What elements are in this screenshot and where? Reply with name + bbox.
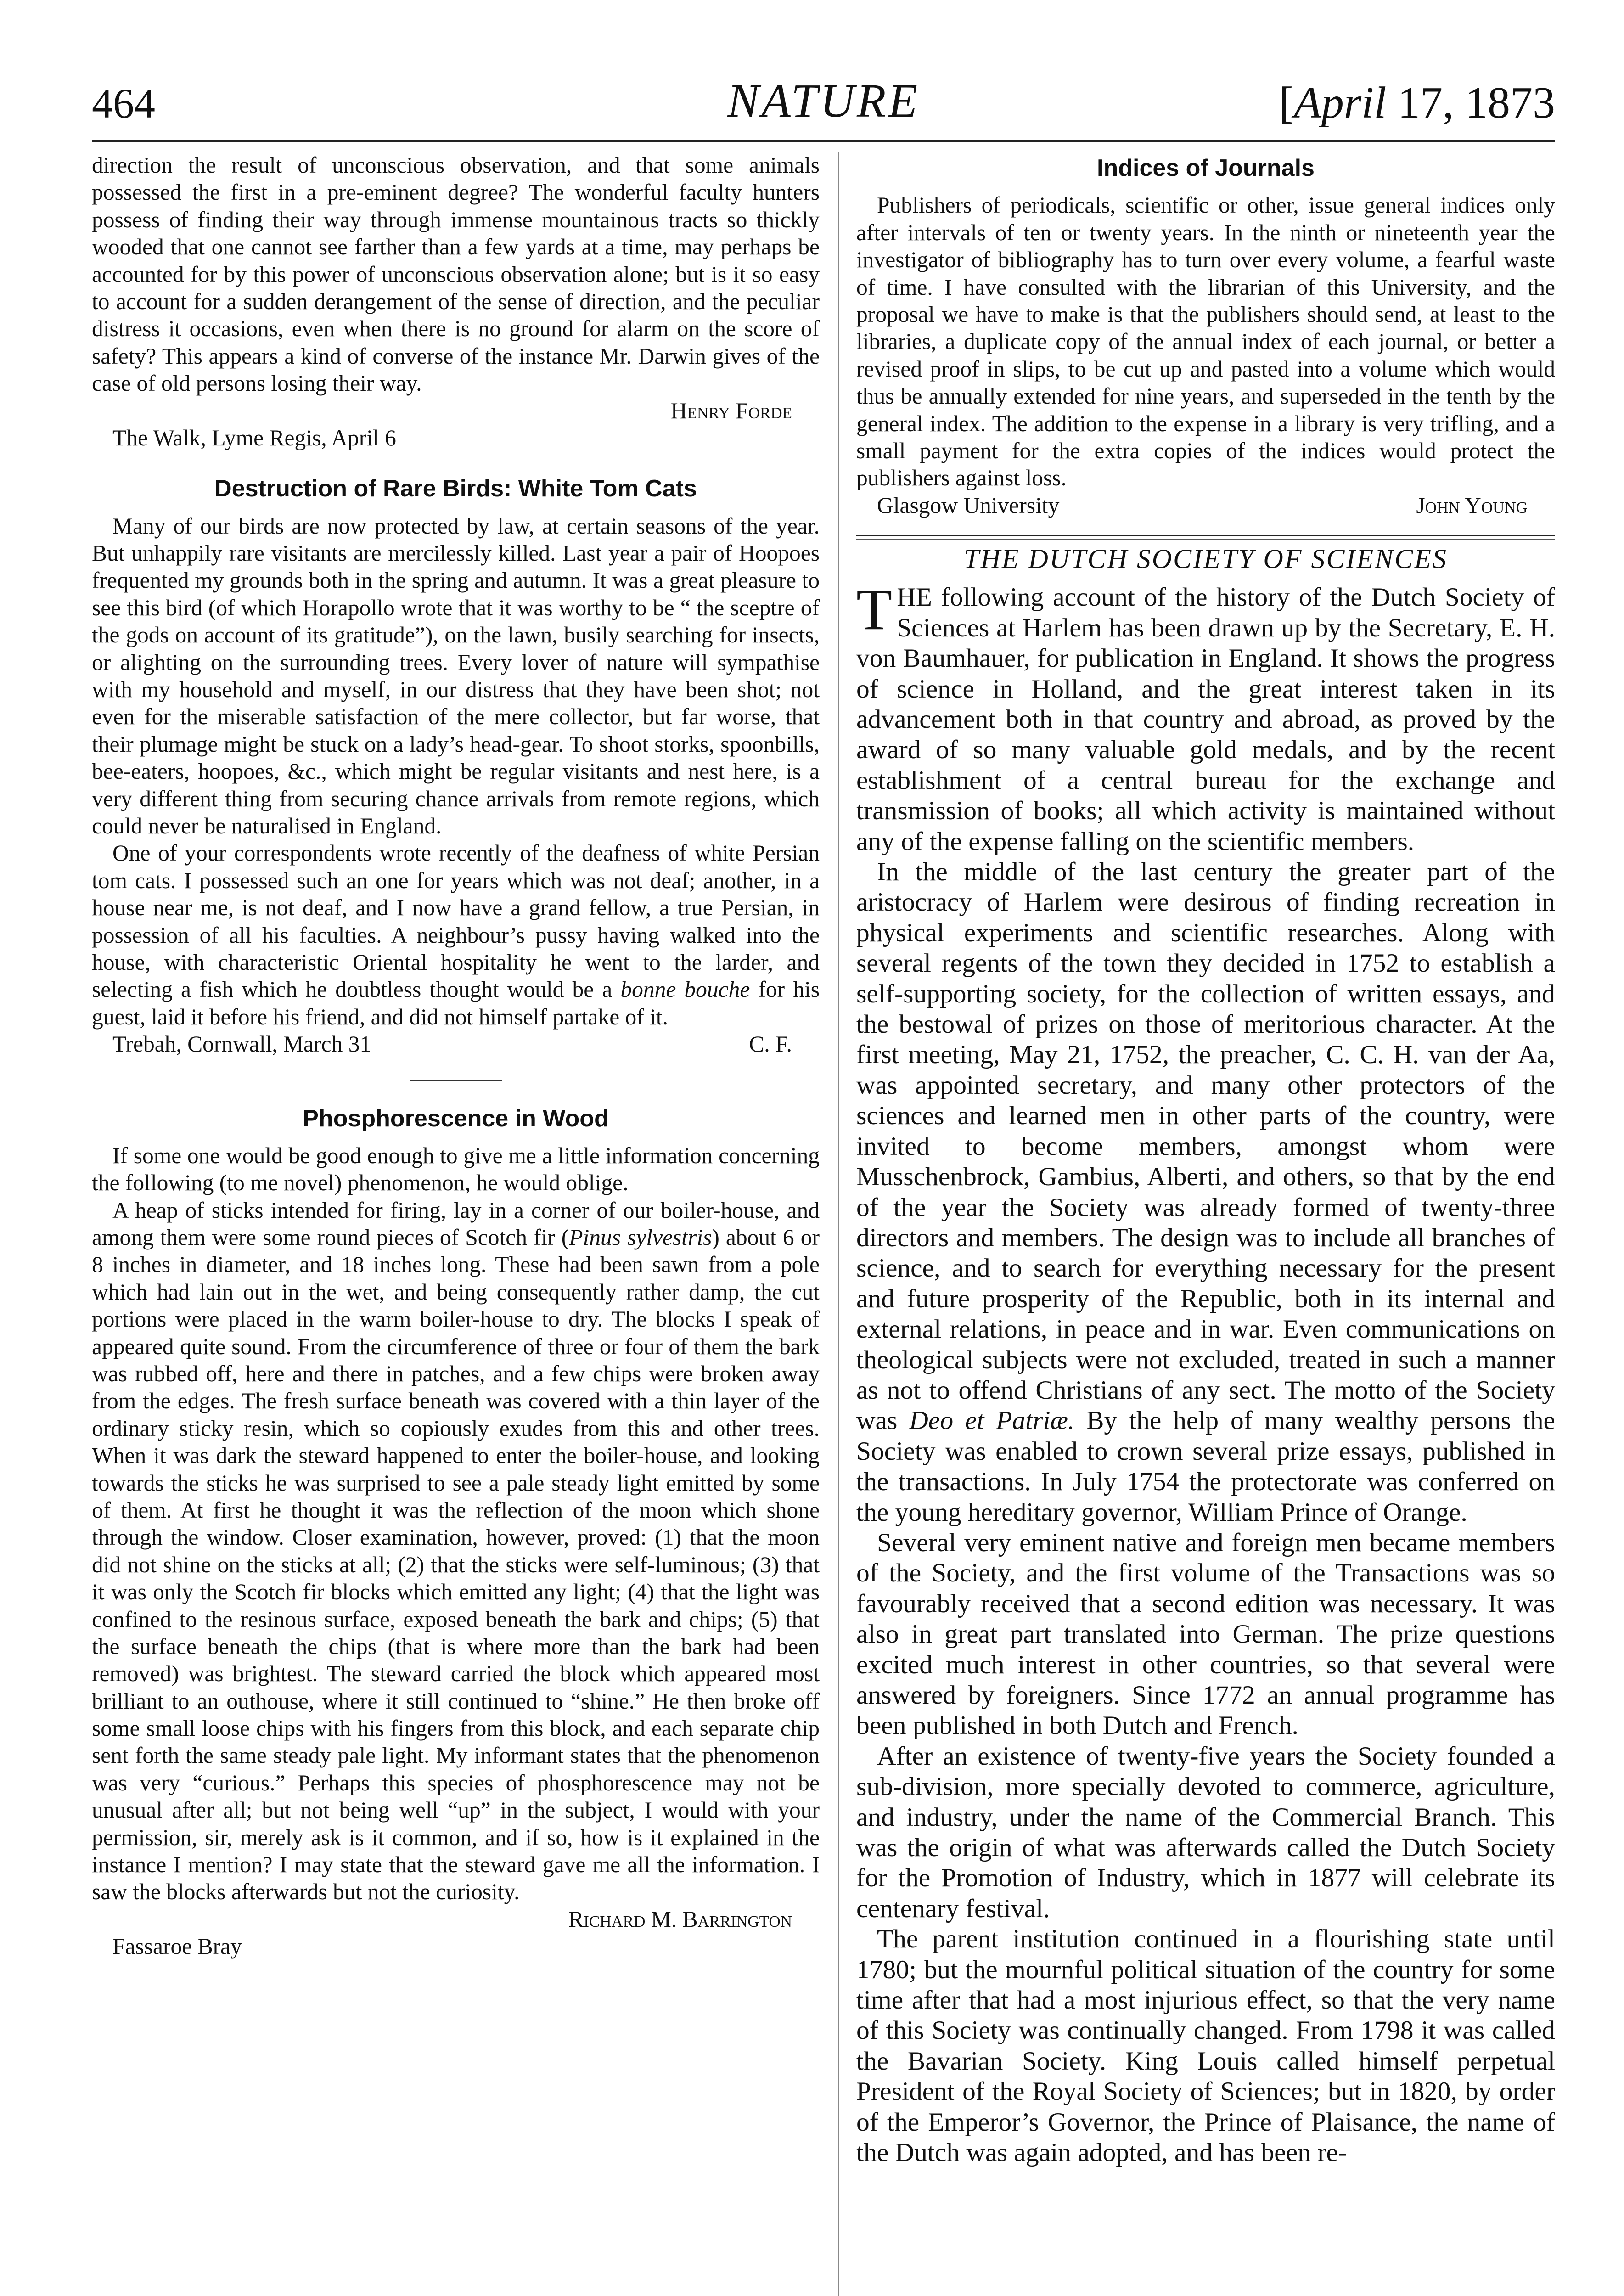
drop-cap: T [856,577,893,642]
letter-indices [856,154,1555,519]
section-divider [410,1080,502,1081]
article-paragraph: After an existence of twenty-five years the Society founded a sub-division, more specially devoted to commerce, agriculture, and industry, under the name of the Commercial Branch. This was the origin of what was afterwards called the Dutch Society for the Promotion of Industry, which in 1877 will celebrate its centenary festival. [856,1741,1555,1923]
letter-paragraph: direction the result of unconscious observation, and that some animals possessed the first in a pre-eminent degree? The wonderful faculty hunters possess of finding their way through immense mountainous tracts so thickly wooded that one cannot see farther than a few yards at a time, may perhaps be accounted for by this power of unconscious observation alone; but is it so easy to account for a sudden derangement of the sense of direction, and the peculiar distress it occasions, even when there is no ground for alarm on the score of safety? This appears a kind of converse of the instance Mr. Darwin gives of the case of old persons losing their way. [92,152,820,396]
journal-title: NATURE [727,74,920,127]
letter-place: Trebah, Cornwall, March 31 [112,1031,371,1057]
letter-sense-of-direction [92,152,820,451]
header-rule [92,140,1555,142]
letter-heading: Indices of Journals [1097,155,1315,181]
article-rule [856,539,1555,540]
italic-motto: Deo et Patriæ. [909,1406,1075,1435]
article-paragraph: Several very eminent native and foreign men became members of the Society, and the first volume of the Transactions was so favourably received that a second edition was necessary. It was also in great part translated into German. The prize questions excited much interest in other countries, so that several were answered by foreigners. Since 1772 an annual programme has been published in both Dutch and French. [856,1528,1555,1740]
italic-phrase: Pinus sylvestris [569,1225,712,1250]
date-month: April [1294,78,1387,128]
letter-heading: Phosphorescence in Wood [303,1105,609,1132]
date-rest: 17, 1873 [1386,78,1555,128]
letter-signature-row [92,1030,820,1058]
letter-author: John Young [1416,492,1528,518]
left-column [92,152,820,2296]
article-paragraph: THE following account of the history of the Dutch Society of Sciences at Harlem has been drawn up by the Secretary, E. H. von Baumhauer, for publication in England. It shows the progress of science in Holland, and the great interest taken in its advancement both in that country and abroad, as proved by the award of so many valuable gold medals, and by the recent establishment of a central bureau for the exchange and transmission of books; all which activity is maintained without any of the expense falling on the scientific members. [856,577,1555,856]
letter-paragraph: Publishers of periodicals, scientific or other, issue general indices only after intervals of ten or twenty years. In the ninth or nineteenth year the investigator of bibliography has to turn over every volume, a fearful waste of time. I have consulted with the librarian of this University, and the proposal we have to make is that the publishers should send, at least to the libraries, a duplicate copy of the annual index of each journal, or better a revised proof in slips, to be cut up and pasted into a volume which would thus be annually extended for nine years, and superseded in the tenth by the general index. The addition to the expense in a library is very trifling, and a small payment for the extra copies of the indices would protect the publishers against loss. [856,192,1555,491]
article-rule [856,535,1555,536]
letter-place: Fassaroe Bray [112,1934,242,1959]
letter-author: Henry Forde [670,398,792,423]
date-bracket: [ [1279,78,1294,128]
letter-place: Glasgow University [877,492,1060,518]
letter-rare-birds [92,474,820,1058]
letter-paragraph: Many of our birds are now protected by law, at certain seasons of the year. But unhappily rare visitants are mercilessly killed. Last year a pair of Hoopoes frequented my grounds both in the spring and autumn. It was a great pleasure to see this bird (of which Horapollo wrote that it was worthy to be “ the sceptre of the gods on account of its gratitude”), on the lawn, busily searching for insects, or alighting on the surrounding trees. Every lover of nature will sympathise with my household and myself, in our distress that they have been shot; not even for the miserable satisfaction of the mere collector, but far worse, that their plumage might be stuck on a lady’s head-gear. To shoot storks, spoonbills, bee-eaters, hoopoes, &c., which might be regular visitants and nest here, is a very different thing from securing chance arrivals from remote regions, which could never be naturalised in England. [92,513,820,838]
letter-signature-row [856,492,1555,519]
letter-heading: Destruction of Rare Birds: White Tom Cats [214,475,697,502]
article-paragraph: The parent institution continued in a flourishing state until 1780; but the mournful political situation of the country for some time after that had a most injurious effect, so that the very name of this Society was continually changed. From 1798 it was called the Bavarian Society. King Louis called himself perpetual President of the Royal Society of Sciences; but in 1820, by order of the Emperor’s Governor, the Prince of Plaisance, the name of the Dutch was again adopted, and has been re- [856,1925,1555,2167]
issue-date [1279,77,1555,129]
article-dutch-society [856,543,1555,2168]
italic-phrase: bonne bouche [620,977,750,1002]
page-number: 464 [92,80,155,127]
column-divider [838,152,839,2296]
letter-place: The Walk, Lyme Regis, April 6 [112,425,396,450]
letter-phosphorescence [92,1104,820,1960]
letter-author: C. F. [749,1031,792,1057]
right-column [856,152,1555,2296]
article-paragraph: In the middle of the last century the greater part of the aristocracy of Harlem were desirous of finding recreation in physical experiments and scientific researches. Along with several regents of the town they decided in 1752 to establish a self-supporting society, for the collection of written essays, and the bestowal of prizes on those of meritorious character. At the first meeting, May 21, 1752, the preacher, C. C. H. van der Aa, was appointed secretary, and many other protectors of the sciences and learned men in other parts of the country, were invited to become members, amongst whom were Musschenbrock, Gambius, Alberti, and others, so that by the end of the year the Society was already formed of twenty-three directors and members. The design was to include all branches of science, and to search for everything necessary for the present and future prosperity of the Republic, both in its internal and external relations, in peace and in war. Even communications on theological subjects were not excluded, treated in such a manner as not to offend Christians of any sect. The motto of the Society was Deo et Patriæ. By the help of many wealthy persons the Society was enabled to crown several prize essays, published in the transactions. In July 1754 the protectorate was conferred on the young hereditary governor, William Prince of Orange. [856,857,1555,1527]
letter-paragraph: If some one would be good enough to give me a little information concerning the following (to me novel) phenomenon, he would oblige. [92,1142,820,1196]
letter-signature-row [92,1906,820,1933]
letter-author: Richard M. Barrington [568,1906,792,1932]
letter-signature-row [92,397,820,424]
running-head [92,69,1555,142]
article-title: THE DUTCH SOCIETY OF SCIENCES [964,544,1448,574]
letter-paragraph: A heap of sticks intended for firing, lay in a corner of our boiler-house, and among them were some round pieces of Scotch fir (Pinus sylvestris) about 6 or 8 inches in diameter, and 18 inches long. These had been sawn from a pole which had lain out in the wet, and being consequently rather damp, the cut portions were placed in the warm boiler-house to dry. The blocks I speak of appeared quite sound. From the circumference of three or four of them the bark was rubbed off, here and there in patches, and a few chips were broken away from the edges. The fresh surface beneath was covered with a thin layer of the ordinary sticky resin, which so copiously exudes from this and other trees. When it was dark the steward happened to enter the boiler-house, and looking towards the sticks he was surprised to see a pale steady light emitted by some of them. At first he thought it was the reflection of the moon which shone through the window. Closer examination, however, proved: (1) that the moon did not shine on the sticks at all; (2) that the sticks were self-luminous; (3) that it was only the Scotch fir blocks which emitted any light; (4) that the light was confined to the resinous surface, exposed beneath the bark and chips; (5) that the surface beneath the chips (that is where more than the bark had been removed) was brightest. The steward carried the block which appeared most brilliant to an outhouse, where it still continued to “shine.” He then broke off some small loose chips with his fingers from this block, and each separate chip sent forth the same steady pale light. My informant states that the phenomenon was very “curious.” Perhaps this species of phosphorescence may not be unusual after all; but not being well “up” in the subject, I would with your permission, sir, merely ask is it common, and if so, how is it explained in the instance I mention? I may state that the steward gave me all the information. I saw the blocks afterwards but not the curiosity. [92,1197,820,1905]
letter-paragraph: One of your correspondents wrote recently of the deafness of white Persian tom cats. I possessed such an one for years which was not deaf; another, in a house near me, is not deaf, and I now have a grand fellow, a true Persian, in possession of all his faculties. A neighbour’s pussy having walked into the house, with characteristic Oriental hospitality he went to the larder, and selecting a fish which he doubtless thought would be a bonne bouche for his guest, laid it before his friend, and did not himself partake of it. [92,840,820,1030]
